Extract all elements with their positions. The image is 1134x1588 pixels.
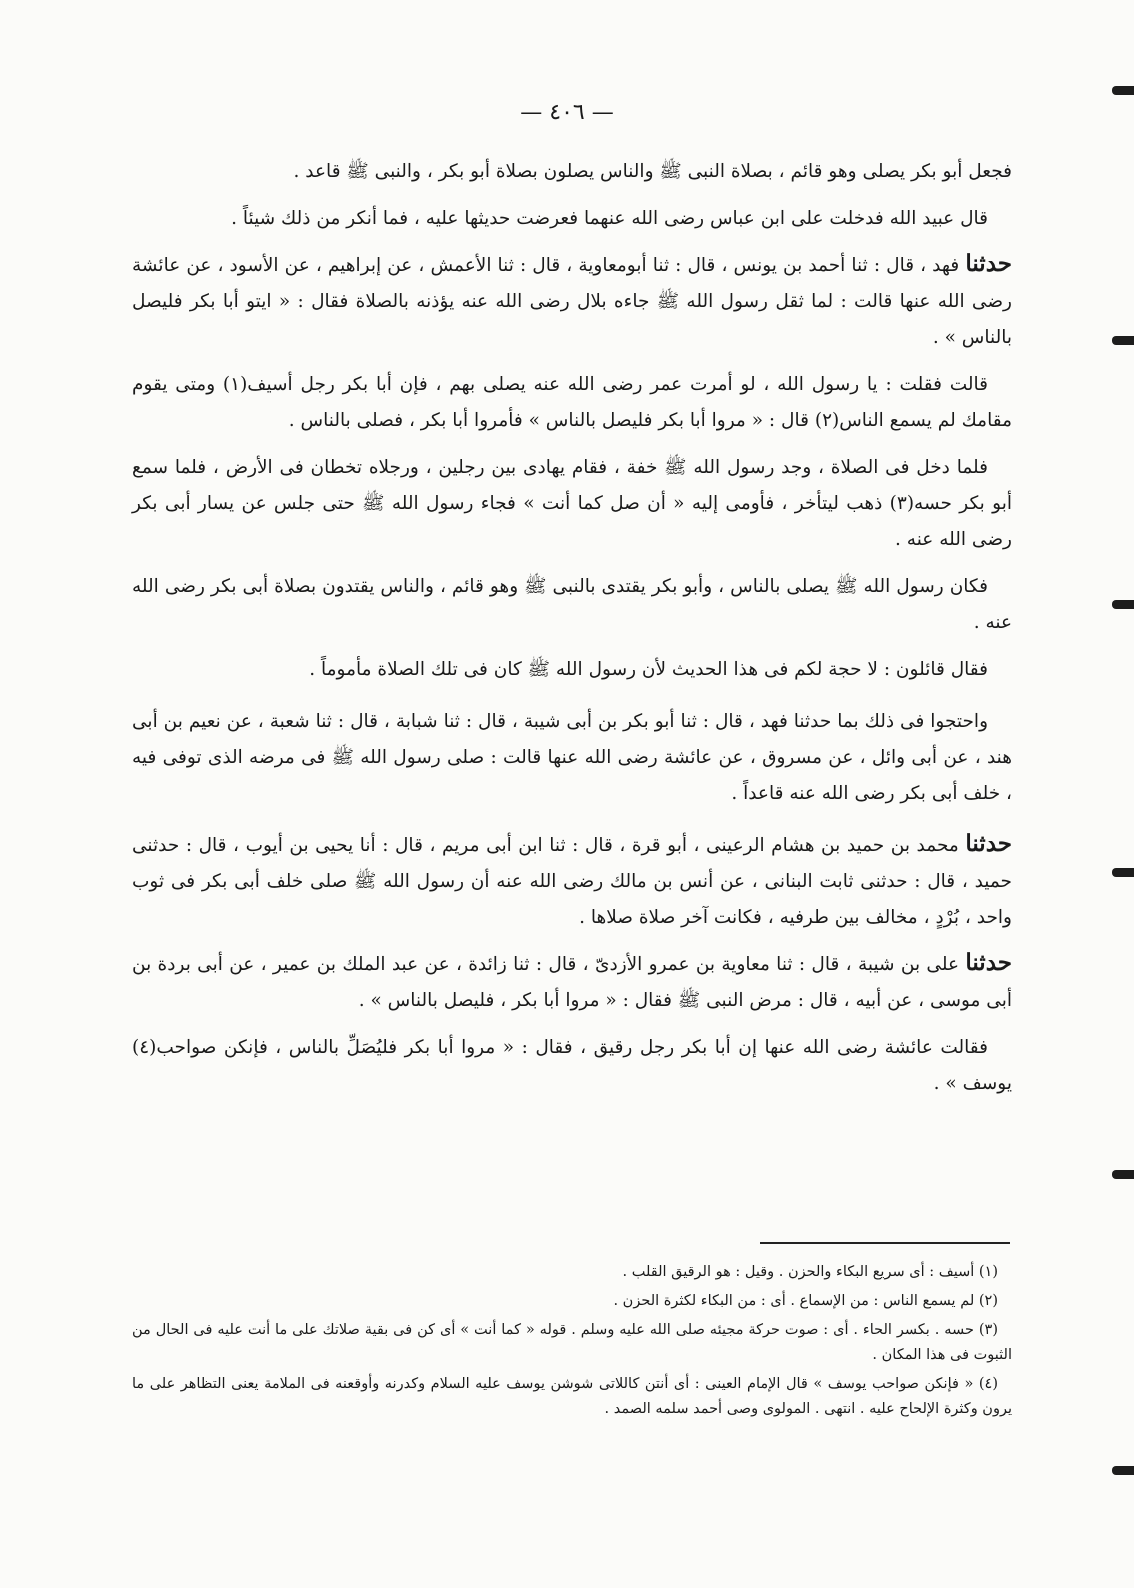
paragraph-text: فكان رسول الله ﷺ يصلى بالناس ، وأبو بكر يقتدى بالنبى ﷺ وهو قائم ، والناس يقتدون بصلاة أبى بكر رضى الله عنه . bbox=[132, 576, 1012, 633]
binding-edge-mark bbox=[1112, 86, 1134, 95]
paragraph bbox=[132, 826, 1012, 936]
paragraph bbox=[132, 1028, 1012, 1102]
paragraph-text: فجعل أبو بكر يصلى وهو قائم ، بصلاة النبى ﷺ والناس يصلون بصلاة أبو بكر ، والنبى ﷺ قاعد . bbox=[293, 161, 1012, 182]
paragraph-text: قالت فقلت : يا رسول الله ، لو أمرت عمر رضى الله عنه يصلى بهم ، فإن أبا بكر رجل أسيف(١) ومتى يقوم مقامك لم يسمع الناس(٢) قال : « مروا أبا بكر فليصل بالناس » فأمروا أبا بكر ، فصلى بالناس . bbox=[132, 374, 1012, 431]
paragraph bbox=[132, 199, 1012, 237]
paragraph bbox=[132, 650, 1012, 688]
binding-edge-mark bbox=[1112, 1466, 1134, 1475]
footnote: (١) أسيف : أى سريع البكاء والحزن . وقيل : هو الرقيق القلب . bbox=[622, 1264, 998, 1280]
paragraph-text: فقال قائلون : لا حجة لكم فى هذا الحديث لأن رسول الله ﷺ كان فى تلك الصلاة مأموماً . bbox=[309, 659, 988, 680]
binding-edge-mark bbox=[1112, 336, 1134, 345]
body-text bbox=[132, 152, 1012, 1111]
paragraph bbox=[132, 567, 1012, 641]
paragraph bbox=[132, 448, 1012, 558]
paragraph-text: على بن شيبة ، قال : ثنا معاوية بن عمرو الأزدىّ ، قال : ثنا زائدة ، عن عبد الملك بن عمير ، عن أبى بردة بن أبى موسى ، عن أبيه ، قال : مرض النبى ﷺ فقال : « مروا أبا بكر ، فليصل بالناس » . bbox=[132, 954, 1012, 1011]
footnote-divider bbox=[760, 1242, 1010, 1244]
footnote: (٤) « فإنكن صواحب يوسف » قال الإمام العينى : أى أنتن كاللاتى شوشن يوسف عليه السلام وكدرنه وأوقعنه فى الملامة يعنى التظاهر على ما يرون وكثرة الإلحاح عليه . انتهى . المولوى وصى أحمد سلمه الصمد . bbox=[132, 1376, 1012, 1417]
paragraph-text: فقالت عائشة رضى الله عنها إن أبا بكر رجل رقيق ، فقال : « مروا أبا بكر فليُصَلِّ بالناس ، فإنكن صواحب(٤) يوسف » . bbox=[132, 1037, 1012, 1094]
paragraph bbox=[132, 246, 1012, 356]
paragraph-text: قال عبيد الله فدخلت على ابن عباس رضى الله عنهما فعرضت حديثها عليه ، فما أنكر من ذلك شيئاً . bbox=[231, 208, 988, 229]
footnotes bbox=[132, 1260, 1012, 1426]
binding-edge-mark bbox=[1112, 600, 1134, 609]
paragraph bbox=[132, 152, 1012, 190]
paragraph bbox=[132, 365, 1012, 439]
paragraph-text: واحتجوا فى ذلك بما حدثنا فهد ، قال : ثنا أبو بكر بن أبى شيبة ، قال : ثنا شبابة ، قال : ثنا شعبة ، عن نعيم بن أبى هند ، عن أبى وائل ، عن مسروق ، عن عائشة رضى الله عنها قالت : صلى رسول الله ﷺ فى مرضه الذى توفى فيه ، خلف أبى بكر رضى الله عنه قاعداً . bbox=[132, 711, 1012, 804]
footnote: (٢) لم يسمع الناس : من الإسماع . أى : من البكاء لكثرة الحزن . bbox=[613, 1293, 998, 1309]
paragraph bbox=[132, 945, 1012, 1019]
binding-edge-mark bbox=[1112, 1170, 1134, 1179]
paragraph-text: فلما دخل فى الصلاة ، وجد رسول الله ﷺ خفة ، فقام يهادى بين رجلين ، ورجلاه تخطان فى الأرض ، فلما سمع أبو بكر حسه(٣) ذهب ليتأخر ، فأومى إليه « أن صل كما أنت » فجاء رسول الله ﷺ حتى جلس عن يسار أبى بكر رضى الله عنه . bbox=[132, 457, 1012, 550]
footnote: (٣) حسه . بكسر الحاء . أى : صوت حركة مجيئه صلى الله عليه وسلم . قوله « كما أنت » أى كن فى بقية صلاتك على ما أنت عليه فى الحال من الثبوت فى هذا المكان . bbox=[132, 1322, 1012, 1363]
paragraph-text: محمد بن حميد بن هشام الرعينى ، أبو قرة ، قال : ثنا ابن أبى مريم ، قال : أنا يحيى بن أيوب ، قال : حدثنى حميد ، قال : حدثنى ثابت البنانى ، عن أنس بن مالك رضى الله عنه أن رسول الله ﷺ صلى خلف أبى بكر فى ثوب واحد ، بُرْدٍ ، مخالف بين طرفيه ، فكانت آخر صلاة صلاها . bbox=[132, 835, 1012, 928]
paragraph-lead: حدثنا bbox=[965, 250, 1012, 277]
paragraph-lead: حدثنا bbox=[965, 830, 1012, 857]
page-number: — ٤٠٦ — bbox=[520, 100, 614, 125]
binding-edge-mark bbox=[1112, 868, 1134, 877]
paragraph-text: فهد ، قال : ثنا أحمد بن يونس ، قال : ثنا أبومعاوية ، قال : ثنا الأعمش ، عن إبراهيم ، عن الأسود ، عن عائشة رضى الله عنها قالت : لما ثقل رسول الله ﷺ جاءه بلال رضى الله عنه يؤذنه بالصلاة فقال : « ايتو أبا بكر فليصل بالناس » . bbox=[132, 255, 1012, 348]
paragraph-lead: حدثنا bbox=[965, 949, 1012, 976]
paragraph bbox=[132, 702, 1012, 812]
